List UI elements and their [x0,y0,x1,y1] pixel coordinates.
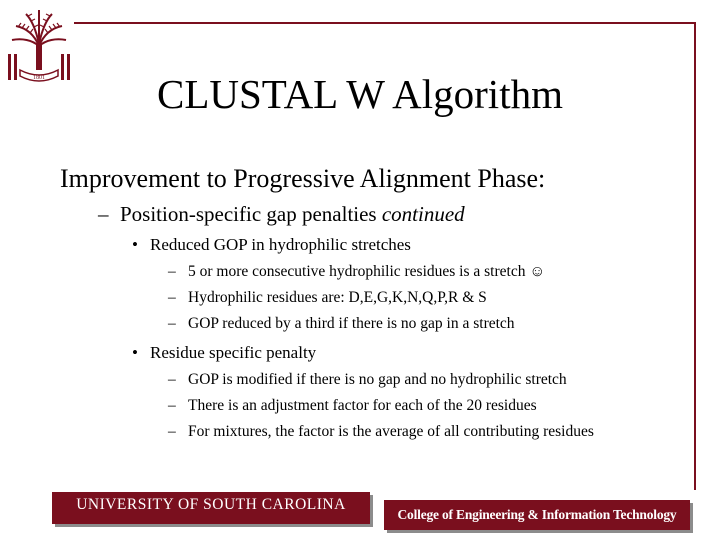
slide-frame-top [52,22,696,24]
dash-icon: – [168,315,176,332]
section-1-label [132,234,411,256]
bullet-icon: • [132,235,138,254]
subheading-text: Position-specific gap penalties [120,202,382,226]
main-heading: Improvement to Progressive Alignment Phase: [60,164,546,193]
slide-title: CLUSTAL W Algorithm [157,71,563,117]
subheading-emphasis: continued [381,202,465,226]
section-1-item-3 [168,314,515,334]
section-1-item-1 [168,262,545,282]
section-2-item-3 [168,422,594,442]
item-text: GOP reduced by a third if there is no gap in a stretch [188,315,515,332]
dash-icon: – [168,371,176,388]
dash-icon: – [168,397,176,414]
footer-college [384,500,690,530]
item-text: GOP is modified if there is no gap and no hydrophilic stretch [188,371,567,388]
item-text: 5 or more consecutive hydrophilic residues is a stretch ☺ [188,263,546,280]
footer-university [52,492,370,524]
seal-year: 1801 [33,75,45,81]
section-2-label [132,342,316,364]
dash-icon: – [168,423,176,440]
item-text: Hydrophilic residues are: D,E,G,K,N,Q,P,R & S [188,289,487,306]
footer-college-text: College of Engineering & Information Technology [397,507,677,522]
dash-icon: – [168,289,176,306]
bullet-icon: • [132,343,138,362]
item-text: For mixtures, the factor is the average of all contributing residues [188,423,594,440]
section-label-text: Reduced GOP in hydrophilic stretches [150,235,411,254]
subheading-dash: – [98,202,109,226]
section-2-item-2 [168,396,537,416]
section-2-item-1 [168,370,567,390]
section-label-text: Residue specific penalty [150,343,317,362]
item-text: There is an adjustment factor for each of the 20 residues [188,397,537,414]
dash-icon: – [168,263,176,280]
section-1-item-2 [168,288,487,308]
footer-university-text: UNIVERSITY OF SOUTH CAROLINA [76,496,346,513]
subheading [98,200,465,228]
